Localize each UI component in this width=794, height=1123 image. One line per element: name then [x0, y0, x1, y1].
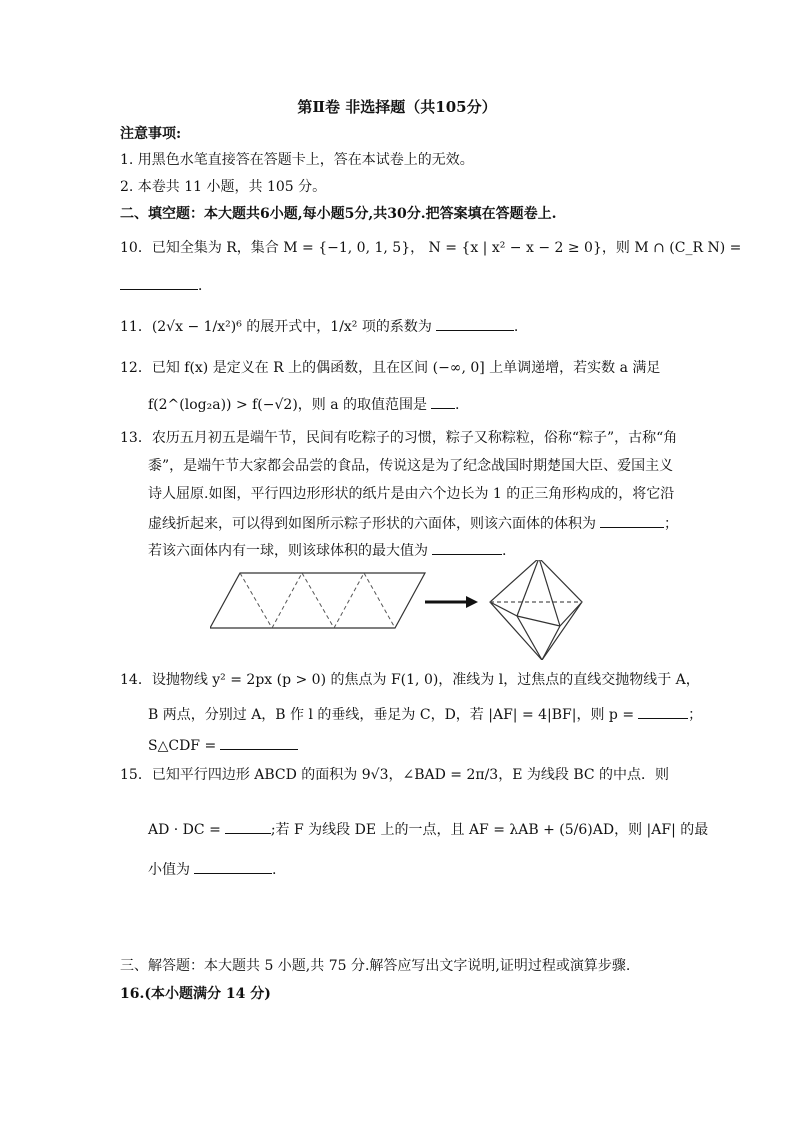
q14-area-blank: [220, 734, 298, 750]
q13-line5: [148, 539, 506, 561]
q10-end: ．: [198, 278, 212, 294]
q10-line1: 10．已知全集为 R，集合 M = {−1, 0, 1, 5}， N = {x | x² − x − 2 ≥ 0}，则 M ∩ (C_R N) =: [120, 240, 742, 256]
q14-line2-end: ；: [688, 707, 703, 723]
q11-text: 11．(2√x − 1/x²)⁶ 的展开式中，1/x² 项的系数为: [120, 319, 432, 335]
q13-line4: [148, 512, 678, 534]
q15-line3-text: 小值为: [148, 862, 190, 878]
q13-volume-blank: [600, 512, 664, 528]
q15-line3-end: .: [272, 862, 277, 878]
notice-heading: 注意事项:: [120, 126, 182, 142]
zongzi-figure: [210, 560, 590, 660]
notice-item-1: 1. 用黑色水笔直接答在答题卡上，答在本试卷上的无效。: [120, 152, 474, 168]
q15-line2: [148, 818, 708, 840]
q14-line1: 14．设抛物线 y² = 2px (p > 0) 的焦点为 F(1, 0)，准线为 l，过焦点的直线交抛物线于 A，: [120, 672, 700, 688]
fold-lines-icon: [240, 573, 395, 628]
q11-answer-blank: [436, 315, 514, 331]
section2-heading: 二、填空题：本大题共6小题,每小题5分,共30分.把答案填在答题卷上.: [120, 206, 557, 222]
q13-line2: 黍”，是端午节大家都会品尝的食品，传说这是为了纪念战国时期楚国大臣、爱国主义: [148, 458, 674, 474]
q14-line3: [148, 734, 298, 756]
q12-text: f(2^(log₂a)) > f(−√2)，则 a 的取值范围是: [148, 397, 428, 413]
q10-answer-blank: [120, 274, 198, 290]
q13-line5-end: .: [502, 543, 507, 559]
hexahedron-icon: [490, 560, 582, 660]
q13-sphere-blank: [432, 539, 502, 555]
q11-end: .: [513, 319, 519, 335]
q15-min-blank: [194, 858, 272, 874]
q13-line4-text: 虚线折起来，可以得到如图所示粽子形状的六面体，则该六面体的体积为: [148, 516, 596, 532]
q14-line3-text: S△CDF =: [148, 738, 217, 754]
section3-heading: 三、解答题：本大题共 5 小题,共 75 分.解答应写出文字说明,证明过程或演算步骤.: [120, 958, 631, 974]
section-title: 第Ⅱ卷 非选择题（共105分）: [297, 98, 497, 116]
q13-line3: 诗人屈原.如图，平行四边形形状的纸片是由六个边长为 1 的正三角形构成的，将它沿: [148, 486, 675, 502]
arrow-right-icon: [425, 596, 478, 608]
q12-end: .: [455, 397, 460, 413]
q11-line: [120, 315, 518, 337]
q16-heading: 16.(本小题满分 14 分): [120, 986, 271, 1002]
q14-line2-text: B 两点，分别过 A，B 作 l 的垂线，垂足为 C，D，若 |AF| = 4|BF|，则 p =: [148, 707, 635, 723]
q13-line5-text: 若该六面体内有一球，则该球体积的最大值为: [148, 543, 428, 559]
q15-dot-product: AD · DC =: [148, 822, 221, 838]
notice-item-2: 2. 本卷共 11 小题，共 105 分。: [120, 179, 327, 195]
q13-line1: 13．农历五月初五是端午节，民间有吃粽子的习惯，粽子又称粽粒，俗称“粽子”，古称“角: [120, 430, 678, 446]
q14-line2: [148, 703, 702, 725]
q15-line3: [148, 858, 276, 880]
q15-line2-text: ;若 F 为线段 DE 上的一点，且 AF = λAB + (5/6)AD，则 |AF| 的最: [270, 822, 709, 838]
q13-line4-end: ；: [664, 516, 678, 532]
q12-line1: 12．已知 f(x) 是定义在 R 上的偶函数，且在区间 (−∞, 0] 上单调递增，若实数 a 满足: [120, 360, 661, 376]
q15-line1: 15．已知平行四边形 ABCD 的面积为 9√3，∠BAD = 2π/3，E 为线段 BC 的中点．则: [120, 767, 670, 783]
q15-dot-blank: [225, 818, 271, 834]
q12-line2: [148, 393, 460, 415]
q12-answer-blank: [431, 393, 455, 409]
q14-p-blank: [638, 703, 688, 719]
q10-line2: [120, 274, 212, 296]
